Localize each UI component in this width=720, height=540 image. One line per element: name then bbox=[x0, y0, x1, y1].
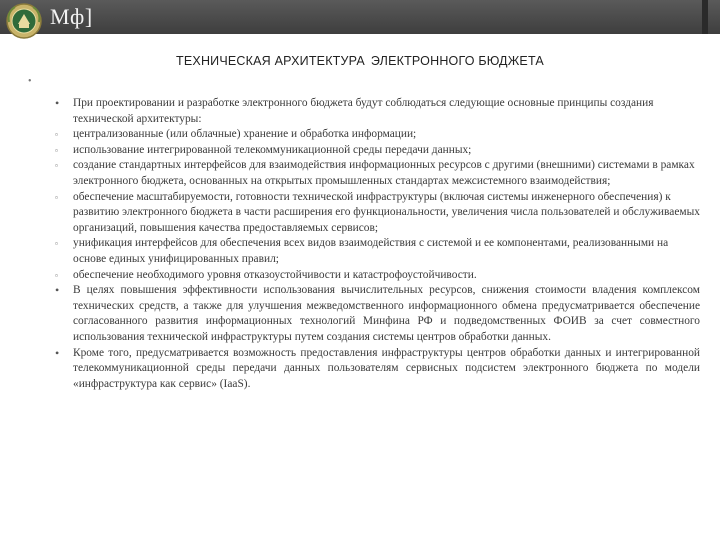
page-title-part2: ЭЛЕКТРОННОГО БЮДЖЕТА bbox=[370, 54, 544, 68]
square-bullet-icon: ▫ bbox=[55, 239, 58, 249]
square-bullet-icon: ▫ bbox=[55, 145, 58, 155]
list-item bbox=[55, 190, 700, 237]
list-item-text: унификация интерфейсов для обеспечения всех видов взаимодействия с системой и ее компонентами, реализованными на основе единых унифицированных правил; bbox=[73, 237, 669, 265]
list-item bbox=[55, 127, 700, 143]
body-text bbox=[55, 96, 700, 392]
page-title-part1: ТЕХНИЧЕСКАЯ АРХИТЕКТУРА bbox=[176, 54, 365, 68]
brand-text: Мф] bbox=[50, 4, 93, 29]
list-item-text: обеспечение необходимого уровня отказоустойчивости и катастрофоустойчивости. bbox=[73, 268, 477, 281]
list-item bbox=[55, 96, 700, 127]
list-item-text: централизованные (или облачные) хранение и обработка информации; bbox=[73, 128, 417, 141]
bullet-icon: • bbox=[55, 345, 60, 360]
header-bar bbox=[0, 0, 720, 34]
list-item bbox=[55, 283, 700, 345]
square-bullet-icon: ▫ bbox=[55, 192, 58, 202]
header-bar-edge bbox=[702, 0, 708, 34]
list-item-text: В целях повышения эффективности использования вычислительных ресурсов, снижения стоимости владения комплексом технических средств, а также для улучшения межведомственного информационного обмена предусматривается обеспечение согласованного развития информационных технологий Минфина РФ и подведомственных ФОИВ за счет совместного использования технической инфраструктуры путем создания системы центров обработки данных. bbox=[73, 284, 700, 343]
list-item bbox=[55, 268, 700, 284]
square-bullet-icon: ▫ bbox=[55, 161, 58, 171]
bullet-icon: • bbox=[55, 96, 60, 110]
emblem-logo-icon bbox=[5, 2, 43, 40]
list-item-text: обеспечение масштабируемости, готовности технической инфраструктуры (включая системы инженерного обеспечения) к развитию электронного бюджета в части расширения его функциональности, увеличения числа пользователей и обслуживаемых организаций, повышения качества предоставляемых сервисов; bbox=[73, 190, 700, 234]
page-title bbox=[0, 54, 720, 68]
square-bullet-icon: ▫ bbox=[55, 130, 58, 140]
list-item bbox=[55, 158, 700, 189]
list-item bbox=[55, 236, 700, 267]
list-item-text: При проектировании и разработке электронного бюджета будут соблюдаться следующие основные принципы создания технической архитектуры: bbox=[73, 97, 654, 125]
list-item-text: Кроме того, предусматривается возможность предоставления инфраструктуры центров обработки данных и интегрированной телекоммуникационной среды передачи данных пользователям сервисных подсистем электронного бюджета по модели «инфраструктура как сервис» (IaaS). bbox=[73, 346, 700, 390]
list-item bbox=[55, 346, 700, 393]
square-bullet-icon: ▫ bbox=[55, 270, 58, 280]
empty-bullet: • bbox=[28, 76, 32, 87]
list-item bbox=[55, 143, 700, 159]
list-item-text: создание стандартных интерфейсов для взаимодействия информационных ресурсов с другими (внешними) системами в рамках электронного бюджета, основанных на открытых промышленных стандартах межсистемного взаимодействия; bbox=[73, 159, 695, 187]
bullet-icon: • bbox=[55, 283, 60, 298]
list-item-text: использование интегрированной телекоммуникационной среды передачи данных; bbox=[73, 143, 472, 156]
